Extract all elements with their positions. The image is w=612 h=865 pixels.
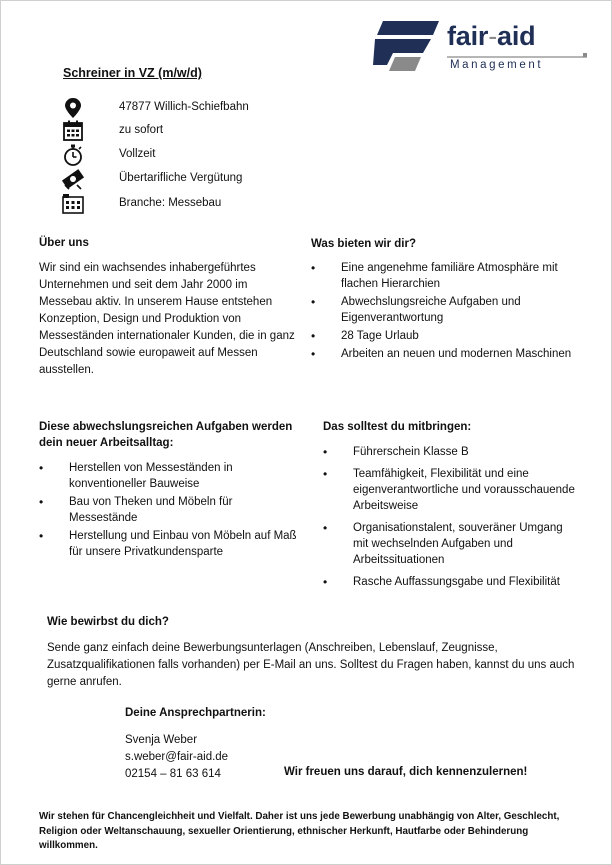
requirements-list [323, 444, 579, 590]
requirements-heading: Das solltest du mitbringen: [323, 421, 472, 433]
contact-heading: Deine Ansprechpartnerin: [125, 707, 266, 719]
list-item: • Abwechslungsreiche Aufgaben und Eigenverantwortung [311, 294, 579, 326]
closing-line: Wir freuen uns darauf, dich kennenzulernen! [284, 766, 528, 778]
list-item: • Rasche Auffassungsgabe und Flexibilität [323, 574, 579, 590]
apply-text: Sende ganz einfach deine Bewerbungsunterlagen (Anschreiben, Lebenslauf, Zeugnisse, Zusatzqualifikationen falls vorhanden) per E-Mail an uns. Solltest du Fragen haben, kannst du uns auch gerne anrufen. [47, 642, 575, 688]
list-item: • Arbeiten an neuen und modernen Maschinen [311, 346, 579, 362]
apply-heading: Wie bewirbst du dich? [47, 616, 169, 628]
location-pin-icon [59, 96, 87, 120]
about-text: Wir sind ein wachsendes inhabergeführtes Unternehmen und seit dem Jahr 2000 im Messebau aktiv. In unserem Hause entstehen Konzeption, Design und Produktion von Messeständen internationaler Kunden, die in ganz Deutschland sowie europaweit auf Messen ausstellen. [39, 262, 295, 376]
fact-hours-label: Vollzeit [119, 148, 156, 160]
offer-heading: Was bieten wir dir? [311, 238, 417, 250]
logo-wordmark: fair-aid [447, 21, 536, 51]
fact-start-label: zu sofort [119, 124, 164, 136]
list-item: • 28 Tage Urlaub [311, 328, 579, 344]
fact-salary [59, 167, 379, 191]
tasks-heading: Diese abwechslungsreichen Aufgaben werden dein neuer Arbeitsalltag: [39, 421, 293, 449]
contact-phone[interactable]: 02154 – 81 63 614 [125, 768, 221, 780]
list-item: • Führerschein Klasse B [323, 444, 579, 460]
logo-subtitle: Management [450, 59, 544, 71]
about-heading: Über uns [39, 237, 89, 249]
stopwatch-icon [59, 143, 87, 167]
tasks-list [39, 460, 297, 560]
list-item: • Bau von Theken und Möbeln für Messestände [39, 494, 297, 526]
diversity-statement: Wir stehen für Chancengleichheit und Vielfalt. Daher ist uns jede Bewerbung unabhängig von Alter, Geschlecht, Religion oder Weltanschauung, sexueller Orientierung, ethnischer Herkunft, Hautfarbe oder Behinderung willkommen. [39, 811, 560, 851]
fact-start [59, 119, 379, 143]
offer-list [311, 260, 579, 362]
fact-salary-label: Übertarifliche Vergütung [119, 172, 243, 184]
list-item: • Teamfähigkeit, Flexibilität und eine eigenverantwortliche und vorausschauende Arbeitsweise [323, 466, 579, 514]
list-item: • Herstellen von Messeständen in konventioneller Bauweise [39, 460, 297, 492]
fact-location-label: 47877 Willich-Schiefbahn [119, 101, 249, 113]
contact-name: Svenja Weber [125, 734, 198, 746]
list-item: • Organisationstalent, souveräner Umgang mit wechselnden Aufgaben und Arbeitssituationen [323, 520, 579, 568]
fact-hours [59, 143, 379, 167]
fact-industry [59, 192, 379, 216]
job-title: Schreiner in VZ (m/w/d) [63, 66, 202, 80]
contact-email[interactable]: s.weber@fair-aid.de [125, 751, 229, 763]
calendar-icon [59, 119, 87, 143]
list-item: • Eine angenehme familiäre Atmosphäre mit flachen Hierarchien [311, 260, 579, 292]
money-icon [59, 167, 87, 191]
building-icon [59, 192, 87, 216]
fact-location [59, 96, 379, 120]
fact-industry-label: Branche: Messebau [119, 197, 222, 209]
list-item: • Herstellung und Einbau von Möbeln auf Maß für unsere Privatkundensparte [39, 528, 297, 560]
